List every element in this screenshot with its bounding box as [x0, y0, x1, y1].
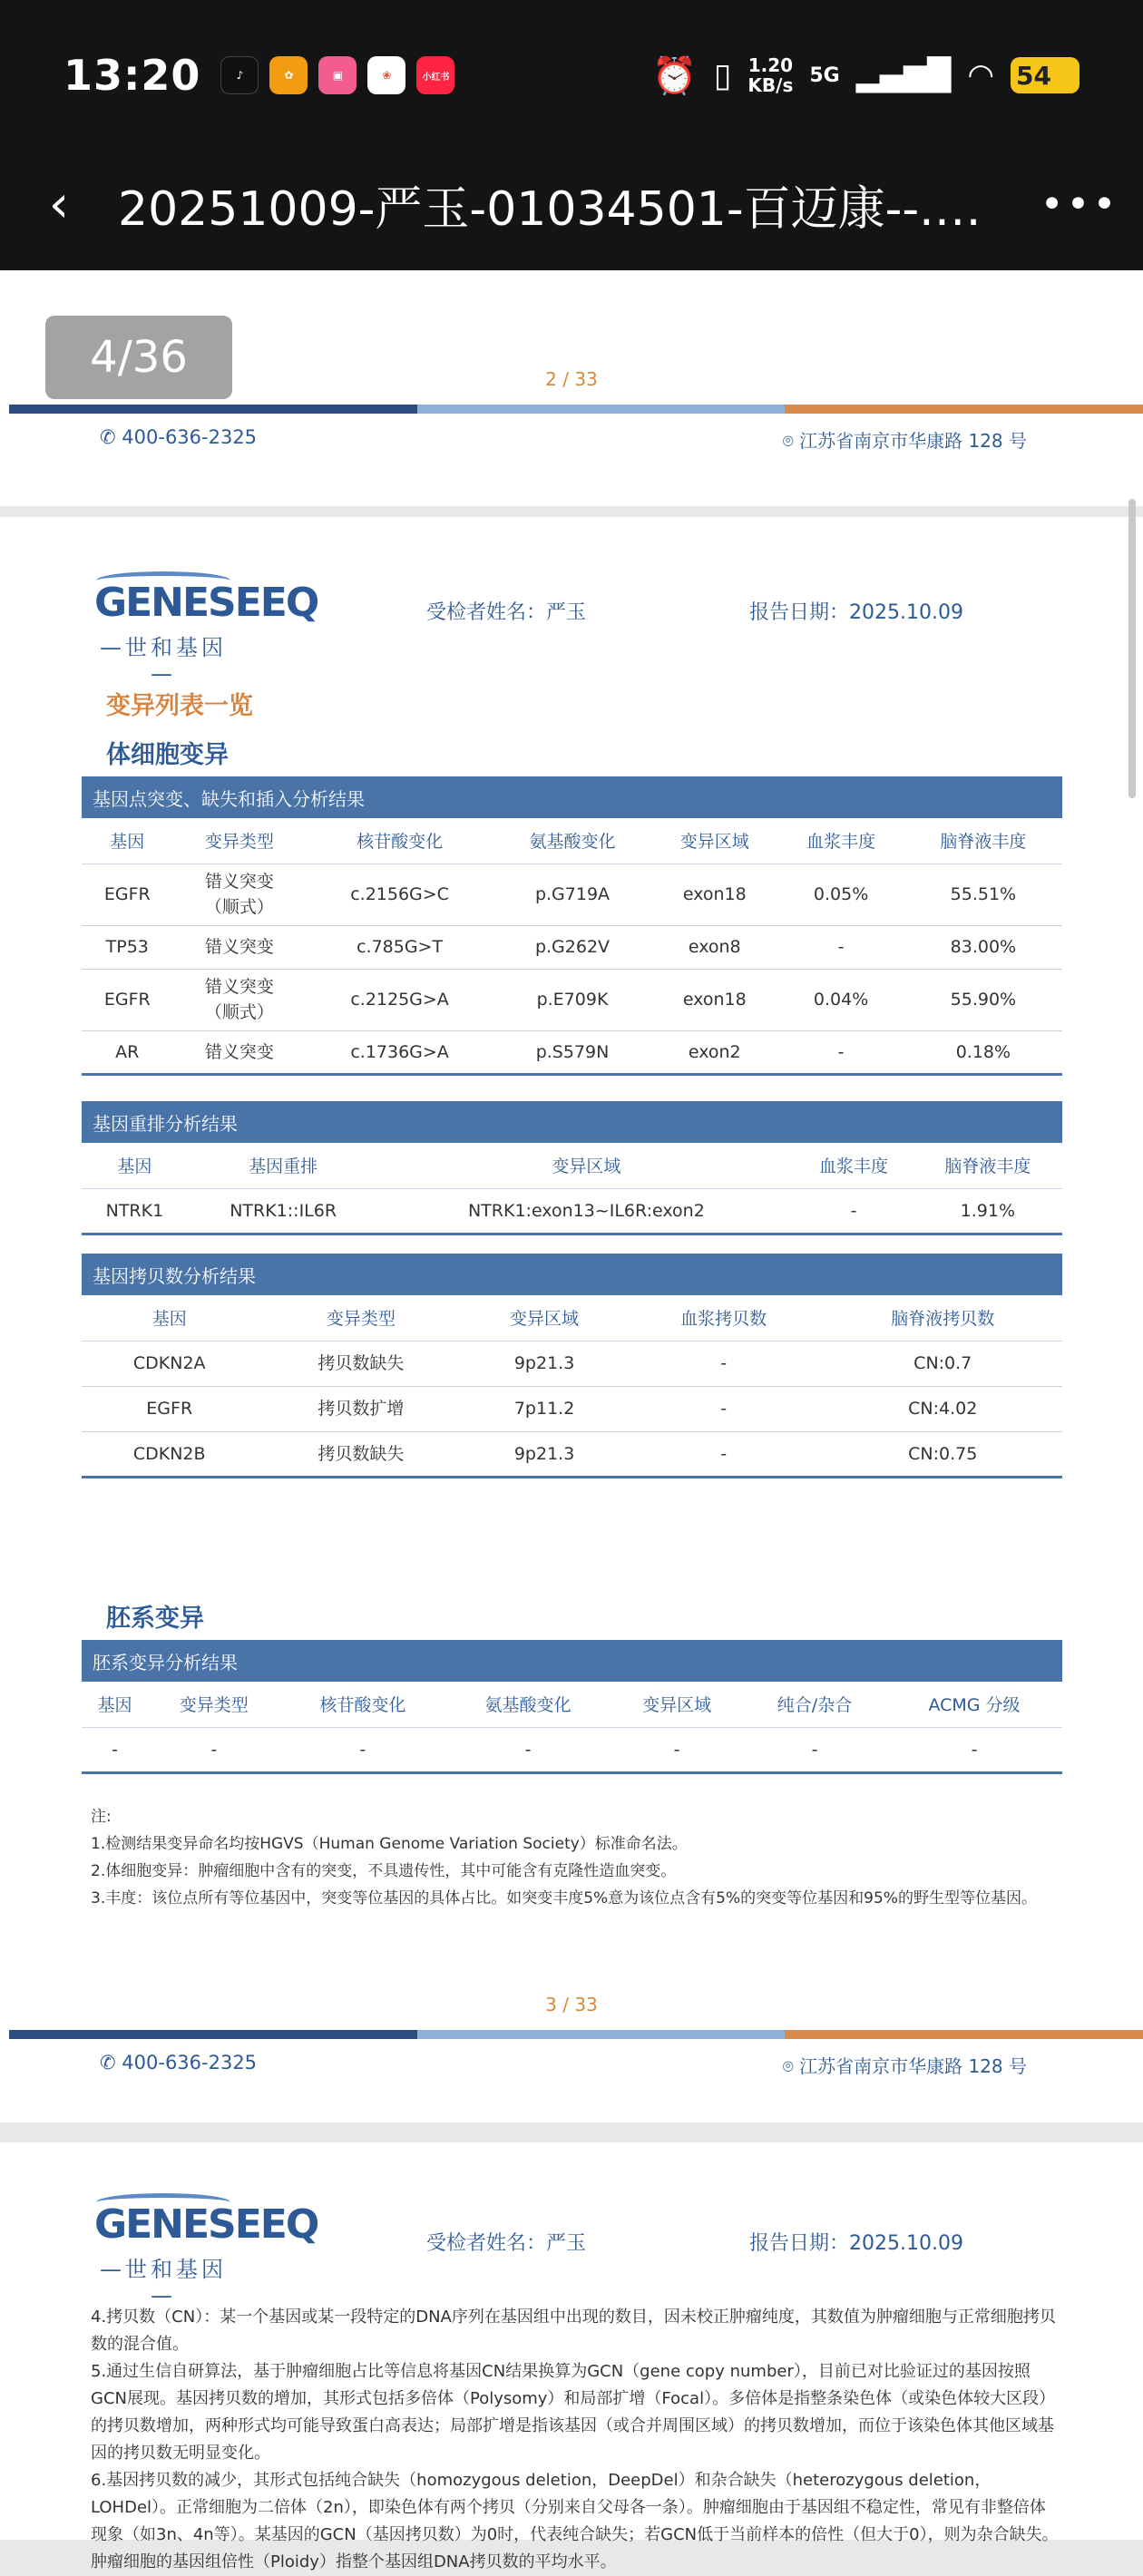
signal-5g-label: 5G: [809, 63, 840, 87]
table-cell: p.S579N: [493, 1030, 651, 1074]
section-title-variants: 变异列表一览: [106, 692, 253, 720]
net-speed: 1.20 KB/s: [747, 54, 794, 96]
column-header: 基因: [82, 1682, 148, 1727]
page-indicator: 4/36: [45, 316, 232, 399]
section-title-germline: 胚系变异: [106, 1605, 204, 1633]
fusion-table: [82, 1143, 1062, 1235]
column-header: 变异区域: [378, 1143, 794, 1188]
footer-phone: ✆ 400-636-2325: [100, 426, 258, 448]
report-date: 报告日期：2025.10.09: [749, 2232, 963, 2255]
column-header: 脑脊液拷贝数: [823, 1295, 1062, 1341]
table-row: [82, 864, 1062, 925]
column-header: 纯合/杂合: [743, 1682, 886, 1727]
table-cell: c.1736G>A: [306, 1030, 493, 1074]
phone-icon: ✆: [100, 426, 122, 448]
column-header: 氨基酸变化: [445, 1682, 611, 1727]
table-cell: 0.04%: [777, 969, 904, 1030]
table-cell: c.2156G>C: [306, 864, 493, 925]
table-cell: 83.00%: [904, 925, 1062, 969]
phone-icon: ✆: [100, 2052, 122, 2073]
cnv-table: [82, 1295, 1062, 1478]
table-cell: -: [148, 1727, 280, 1772]
table-cell: -: [886, 1727, 1062, 1772]
table-row: [82, 925, 1062, 969]
table-cell: 错义突变: [173, 925, 307, 969]
table-row: [82, 1030, 1062, 1074]
page-4: [0, 2142, 1143, 2571]
table-cell: AR: [82, 1030, 173, 1074]
status-bar: [64, 44, 1080, 107]
table-cell: -: [777, 1030, 904, 1074]
table-cell: CN:0.7: [823, 1341, 1062, 1386]
photos-icon: ❀: [367, 56, 405, 94]
geneseeq-logo: GENESEEQ —世和基因—: [91, 571, 236, 687]
column-header: 变异区域: [611, 1682, 743, 1727]
battery-indicator: 54: [1011, 57, 1080, 93]
table-cell: p.E709K: [493, 969, 651, 1030]
page-number: 3 / 33: [545, 1994, 598, 2015]
table-cell: -: [624, 1431, 824, 1477]
table-cell: TP53: [82, 925, 173, 969]
table-cell: c.2125G>A: [306, 969, 493, 1030]
table-cell: 0.18%: [904, 1030, 1062, 1074]
table-row: [82, 1341, 1062, 1386]
column-header: 脑脊液丰度: [913, 1143, 1062, 1188]
table-row: [82, 1727, 1062, 1772]
table-row: [82, 1431, 1062, 1477]
table-row: [82, 1386, 1062, 1431]
table-cell: 错义突变: [173, 1030, 307, 1074]
table-cell: c.785G>T: [306, 925, 493, 969]
table-cell: 拷贝数缺失: [257, 1341, 464, 1386]
table-cell: p.G262V: [493, 925, 651, 969]
column-header: 血浆拷贝数: [624, 1295, 824, 1341]
table-cell: -: [611, 1727, 743, 1772]
back-icon[interactable]: ‹: [48, 174, 70, 234]
column-header: 变异类型: [257, 1295, 464, 1341]
table-cell: CN:0.75: [823, 1431, 1062, 1477]
title-bar: [0, 159, 1143, 249]
orange-app-icon: ✿: [269, 56, 308, 94]
footer-phone: ✆ 400-636-2325: [100, 2052, 258, 2073]
table-cell: -: [794, 1188, 913, 1234]
table-cell: p.G719A: [493, 864, 651, 925]
snv-table-caption: 基因点突变、缺失和插入分析结果: [82, 776, 1062, 818]
document-title: 20251009-严玉-01034501-百迈康--.…: [118, 181, 982, 237]
notes-block: 注: 1.检测结果变异命名均按HGVS（Human Genome Variation Society）标准命名法。 2.体细胞变异：肿瘤细胞中含有的突变，不具遗传性，其中可能含有克隆性造血突变。 3.丰度：该位点所有等位基因中，突变等位基因的具体占比。如突变丰度5%意为该位点含有5%的突变等位基因和95%的野生型等位基因。: [91, 1808, 1037, 1908]
table-cell: NTRK1: [82, 1188, 188, 1234]
column-header: 变异类型: [173, 818, 307, 864]
fusion-table-caption: 基因重排分析结果: [82, 1101, 1062, 1143]
table-cell: -: [445, 1727, 611, 1772]
column-header: 氨基酸变化: [493, 818, 651, 864]
table-cell: NTRK1::IL6R: [188, 1188, 379, 1234]
table-cell: EGFR: [82, 864, 173, 925]
table-cell: EGFR: [82, 1386, 257, 1431]
status-time: 13:20: [64, 51, 201, 100]
table-cell: -: [280, 1727, 445, 1772]
table-cell: 9p21.3: [464, 1341, 624, 1386]
bilibili-icon: ▣: [318, 56, 357, 94]
section-title-somatic: 体细胞变异: [106, 741, 229, 769]
column-header: 基因: [82, 1295, 257, 1341]
patient-name: 受检者姓名：严玉: [426, 2232, 587, 2255]
cnv-table-caption: 基因拷贝数分析结果: [82, 1254, 1062, 1295]
germline-table: [82, 1682, 1062, 1774]
notification-icons: [220, 56, 454, 94]
footer-address: ⌾ 江苏省南京市华康路 128 号: [782, 430, 1027, 452]
table-cell: exon18: [651, 864, 777, 925]
table-cell: 错义突变 （顺式）: [173, 864, 307, 925]
alarm-icon: ⏰: [651, 54, 698, 97]
table-cell: -: [82, 1727, 148, 1772]
footer-address: ⌾ 江苏省南京市华康路 128 号: [782, 2055, 1027, 2077]
location-pin-icon: ⌾: [782, 2055, 800, 2077]
column-header: 变异区域: [464, 1295, 624, 1341]
table-cell: 7p11.2: [464, 1386, 624, 1431]
table-cell: 55.51%: [904, 864, 1062, 925]
column-header: 核苷酸变化: [306, 818, 493, 864]
footer-color-strip: [9, 2030, 1143, 2039]
table-cell: NTRK1:exon13~IL6R:exon2: [378, 1188, 794, 1234]
table-cell: EGFR: [82, 969, 173, 1030]
table-cell: exon8: [651, 925, 777, 969]
column-header: 脑脊液丰度: [904, 818, 1062, 864]
page-3: [0, 517, 1143, 2122]
table-cell: exon18: [651, 969, 777, 1030]
table-cell: -: [624, 1341, 824, 1386]
column-header: ACMG 分级: [886, 1682, 1062, 1727]
germline-table-caption: 胚系变异分析结果: [82, 1640, 1062, 1682]
column-header: 变异区域: [651, 818, 777, 864]
table-cell: -: [624, 1386, 824, 1431]
wifi-icon: ◠: [967, 57, 994, 93]
table-cell: CDKN2B: [82, 1431, 257, 1477]
table-cell: 55.90%: [904, 969, 1062, 1030]
table-cell: exon2: [651, 1030, 777, 1074]
patient-name: 受检者姓名：严玉: [426, 601, 587, 624]
column-header: 血浆丰度: [794, 1143, 913, 1188]
column-header: 基因: [82, 818, 173, 864]
top-bar: [0, 0, 1143, 270]
column-header: 核苷酸变化: [280, 1682, 445, 1727]
location-pin-icon: ⌾: [782, 430, 800, 452]
table-cell: CDKN2A: [82, 1341, 257, 1386]
table-cell: -: [777, 925, 904, 969]
report-date: 报告日期：2025.10.09: [749, 601, 963, 624]
notes-block: 4.拷贝数（CN）：某一个基因或某一段特定的DNA序列在基因组中出现的数目，因未校正肿瘤纯度，其数值为肿瘤细胞与正常细胞拷贝数的混合值。 5.通过生信自研算法，基于肿瘤细胞占比等信息将基因CN结果换算为GCN（gene copy number），目前已对比验证过的基因按照GCN展现。基因拷贝数的增加，其形式包括多倍体（Polysomy）和局部扩增（Focal）。多倍体是指整条染色体（或染色体较大区段）的拷贝数增加，两种形式均可能导致蛋白高表达；局部扩增是指该基因（或合并周围区域）的拷贝数增加，而位于该染色体其他区域基因的拷贝数无明显变化。 6.基因拷贝数的减少，其形式包括纯合缺失（homozygous deletion，DeepDel）和杂合缺失（heterozygous deletion，LOHDel）。正常细胞为二倍体（2n），即染色体有两个拷贝（分别来自父母各一条）。肿瘤细胞由于基因组不稳定性，常见有非整倍体现象（如3n、4n等）。某基因的GCN（基因拷贝数）为0时，代表纯合缺失；若GCN低于当前样本的倍性（但大于0），则为杂合缺失。肿瘤细胞的基因组倍性（Ploidy）指整个基因组DNA拷贝数的平均水平。: [91, 2308, 1059, 2571]
vibrate-icon: ▯: [713, 56, 732, 94]
xiaohongshu-icon: 小红书: [416, 56, 454, 94]
page-number: 2 / 33: [545, 368, 598, 390]
column-header: 基因: [82, 1143, 188, 1188]
table-cell: 0.05%: [777, 864, 904, 925]
geneseeq-logo: GENESEEQ —世和基因—: [91, 2193, 236, 2308]
table-row: [82, 1188, 1062, 1234]
table-cell: -: [743, 1727, 886, 1772]
signal-bars-icon: ▂▄▆█: [855, 57, 952, 93]
table-cell: 拷贝数缺失: [257, 1431, 464, 1477]
more-options-icon[interactable]: •••: [1040, 181, 1119, 228]
column-header: 血浆丰度: [777, 818, 904, 864]
table-cell: 1.91%: [913, 1188, 1062, 1234]
table-row: [82, 969, 1062, 1030]
footer-color-strip: [9, 405, 1143, 414]
table-cell: 拷贝数扩增: [257, 1386, 464, 1431]
column-header: 变异类型: [148, 1682, 280, 1727]
tiktok-icon: ♪: [220, 56, 259, 94]
table-cell: CN:4.02: [823, 1386, 1062, 1431]
snv-table: [82, 818, 1062, 1076]
column-header: 基因重排: [188, 1143, 379, 1188]
scrollbar[interactable]: [1128, 499, 1136, 798]
table-cell: 错义突变 （顺式）: [173, 969, 307, 1030]
table-cell: 9p21.3: [464, 1431, 624, 1477]
